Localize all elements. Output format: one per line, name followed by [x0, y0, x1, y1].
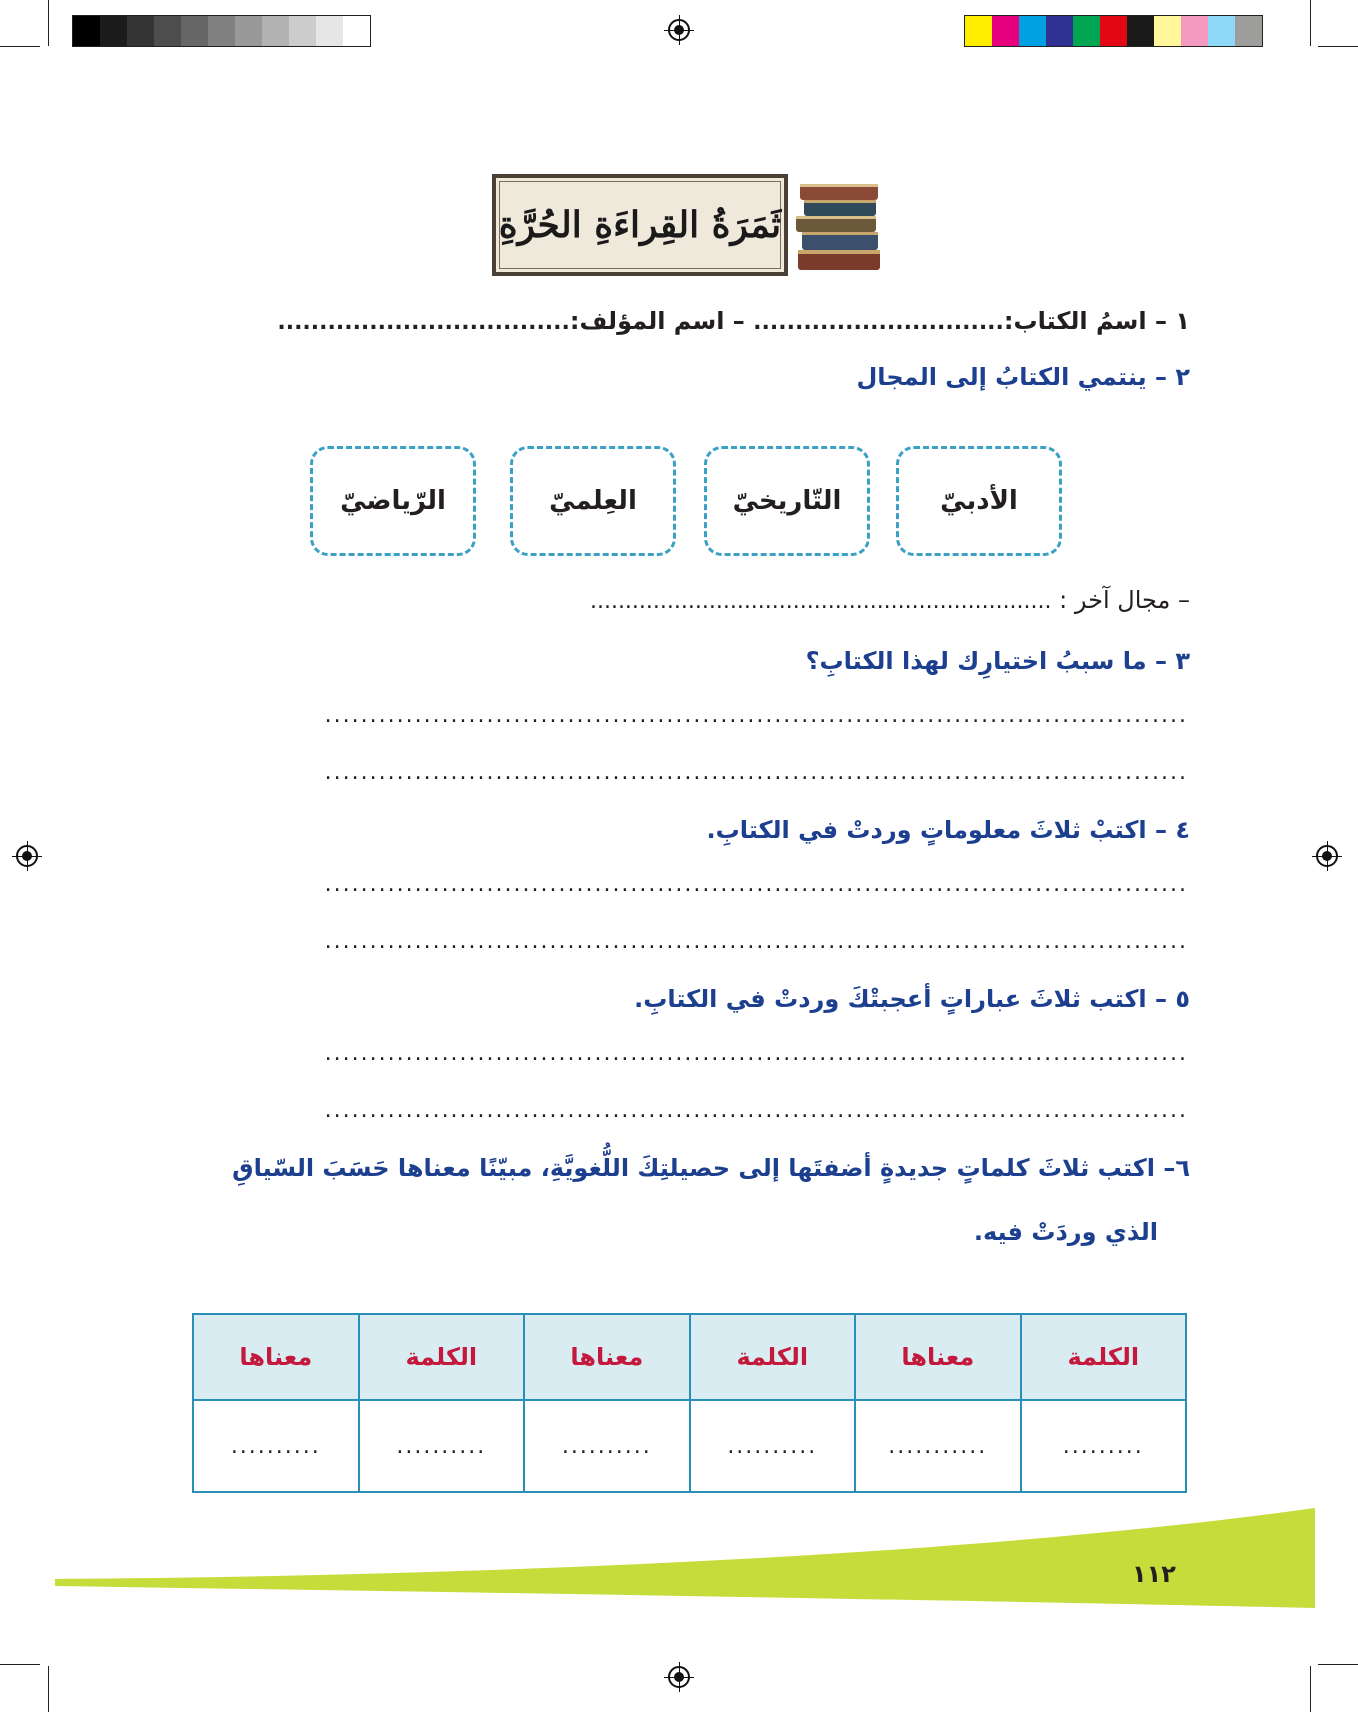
table-header-cell: الكلمة	[1021, 1314, 1186, 1400]
calibration-swatch	[1154, 16, 1181, 46]
calibration-swatch	[289, 16, 316, 46]
calibration-swatch	[1181, 16, 1208, 46]
calibration-swatch	[262, 16, 289, 46]
table-header-row	[193, 1314, 1186, 1400]
table-input-cell[interactable]: .........	[1021, 1400, 1186, 1492]
author-name-label: – اسم المؤلف:	[569, 307, 745, 335]
question-6-line-1: ٦– اكتب ثلاثَ كلماتٍ جديدةٍ أضفتَها إلى حصيلتِكَ اللُّغويَّةِ، مبيّنًا معناها حَسَبَ السّياقِ	[232, 1154, 1190, 1182]
calibration-swatch	[235, 16, 262, 46]
category-literary[interactable]: الأدبيّ	[896, 446, 1062, 556]
page-number: ١١٢	[1132, 1560, 1176, 1588]
table-header-cell: معناها	[193, 1314, 359, 1400]
calibration-swatch	[1127, 16, 1154, 46]
table-input-cell[interactable]: ..........	[690, 1400, 855, 1492]
color-calibration-strip	[964, 15, 1263, 47]
calibration-swatch	[1208, 16, 1235, 46]
category-scientific[interactable]: العِلميّ	[510, 446, 676, 556]
category-historical[interactable]: التّاريخيّ	[704, 446, 870, 556]
table-input-cell[interactable]: ..........	[359, 1400, 524, 1492]
table-header-cell: الكلمة	[359, 1314, 524, 1400]
calibration-swatch	[181, 16, 208, 46]
other-field-row	[590, 586, 1190, 614]
grayscale-calibration-strip	[72, 15, 371, 47]
answer-line[interactable]: ................................................................................................	[324, 1041, 1188, 1066]
section-title: ثَمَرَةُ القِراءَةِ الحُرَّةِ	[498, 204, 782, 246]
author-name-dots[interactable]: ...................................	[277, 310, 570, 335]
crop-mark	[1310, 0, 1311, 46]
registration-mark-icon	[16, 845, 38, 867]
crop-mark	[1318, 46, 1358, 47]
question-3: ٣ – ما سببُ اختيارِك لهذا الكتابِ؟	[805, 647, 1190, 675]
calibration-swatch	[316, 16, 343, 46]
registration-mark-icon	[668, 1666, 690, 1688]
table-input-cell[interactable]: ..........	[193, 1400, 359, 1492]
table-header-cell: الكلمة	[690, 1314, 855, 1400]
answer-line[interactable]: ................................................................................................	[324, 703, 1188, 728]
calibration-swatch	[73, 16, 100, 46]
registration-mark-icon	[668, 19, 690, 41]
calibration-swatch	[965, 16, 992, 46]
calibration-swatch	[1100, 16, 1127, 46]
registration-mark-icon	[1316, 845, 1338, 867]
question-4: ٤ – اكتبْ ثلاثَ معلوماتٍ وردتْ في الكتابِ.	[706, 816, 1190, 844]
calibration-swatch	[154, 16, 181, 46]
calibration-swatch	[127, 16, 154, 46]
calibration-swatch	[1073, 16, 1100, 46]
question-1	[277, 307, 1190, 335]
table-row	[193, 1400, 1186, 1492]
crop-mark	[48, 1666, 49, 1712]
table-header-cell: معناها	[855, 1314, 1020, 1400]
book-name-label: ١ – اسمُ الكتاب:	[1003, 307, 1190, 335]
calibration-swatch	[100, 16, 127, 46]
question-6-line-2: الذي وردَتْ فيه.	[973, 1218, 1158, 1246]
other-field-dots[interactable]: ..................................................................	[589, 589, 1052, 614]
answer-line[interactable]: ................................................................................................	[324, 872, 1188, 897]
footer-swoosh	[55, 1508, 1315, 1608]
books-stack-icon	[792, 172, 884, 276]
crop-mark	[48, 0, 49, 46]
question-2: ٢ – ينتمي الكتابُ إلى المجال	[856, 363, 1190, 391]
calibration-swatch	[1019, 16, 1046, 46]
answer-line[interactable]: ................................................................................................	[324, 1098, 1188, 1123]
calibration-swatch	[208, 16, 235, 46]
category-sports[interactable]: الرّياضيّ	[310, 446, 476, 556]
vocabulary-table	[192, 1313, 1187, 1493]
answer-line[interactable]: ................................................................................................	[324, 760, 1188, 785]
table-input-cell[interactable]: ..........	[524, 1400, 689, 1492]
table-input-cell[interactable]: ...........	[855, 1400, 1020, 1492]
crop-mark	[0, 46, 40, 47]
crop-mark	[1318, 1664, 1358, 1665]
calibration-swatch	[343, 16, 370, 46]
calibration-swatch	[992, 16, 1019, 46]
crop-mark	[0, 1664, 40, 1665]
answer-line[interactable]: ................................................................................................	[324, 929, 1188, 954]
section-title-banner	[492, 174, 788, 276]
other-field-label: – مجال آخر :	[1059, 586, 1190, 614]
crop-mark	[1310, 1666, 1311, 1712]
calibration-swatch	[1046, 16, 1073, 46]
table-header-cell: معناها	[524, 1314, 689, 1400]
question-5: ٥ – اكتب ثلاثَ عباراتٍ أعجبتْكَ وردتْ في الكتابِ.	[634, 985, 1190, 1013]
calibration-swatch	[1235, 16, 1262, 46]
book-name-dots[interactable]: ..............................	[753, 310, 1004, 335]
